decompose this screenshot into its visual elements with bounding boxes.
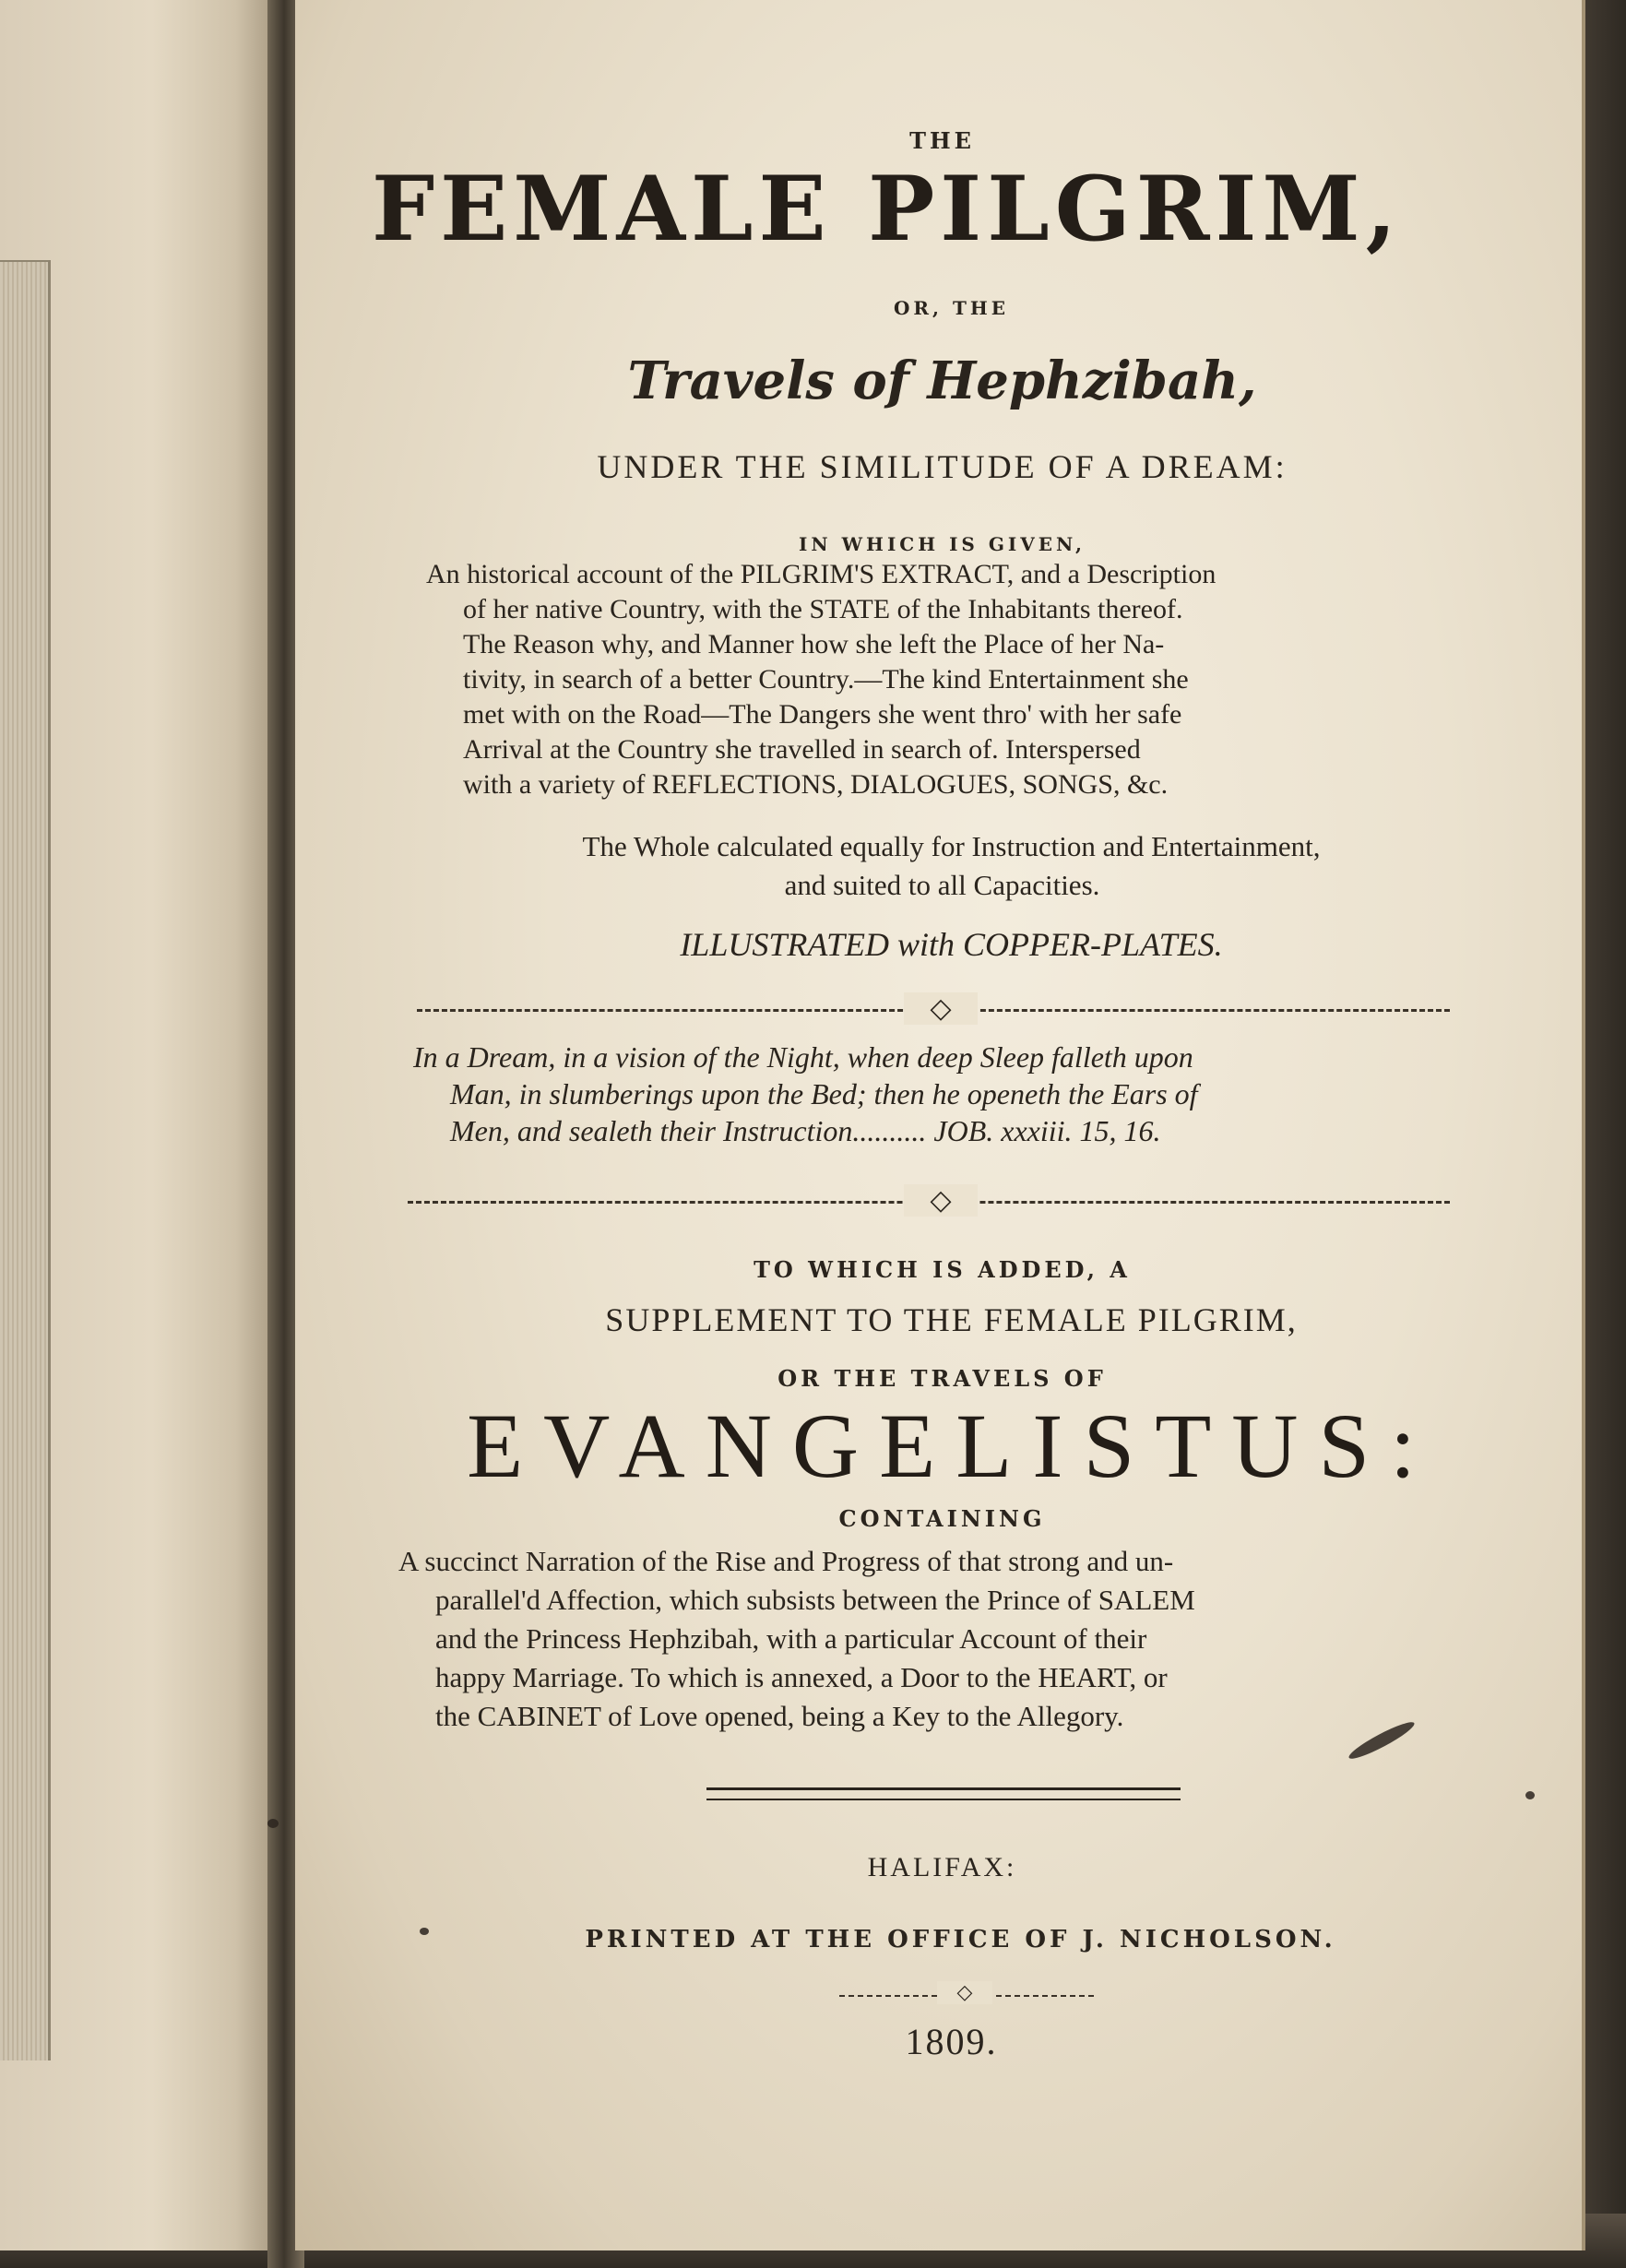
illustrated-line: ILLUSTRATED with COPPER-PLATES. [680,926,1223,963]
subtitle: Travels of Hephzibah, [627,350,1257,411]
quote-line-1: In a Dream, in a vision of the Night, when deep Sleep falleth upon [413,1040,1193,1074]
foxing-spot [1525,1791,1535,1799]
main-title: FEMALE PILGRIM, [371,157,1403,261]
ornament-center-bottom: ◇ [904,1184,978,1217]
whole-line-1: The Whole calculated equally for Instruction and Entertainment, [582,830,1321,862]
description-line-3: The Reason why, and Manner how she left the Place of her Na- [463,629,1165,659]
description-line-7: with a variety of REFLECTIONS, DIALOGUES, SONGS, &c. [463,769,1169,800]
foxing-spot [420,1928,429,1935]
description-line-5: met with on the Road—The Dangers she went thro' with her safe [463,699,1182,730]
narration-line-4: happy Marriage. To which is annexed, a Door to the HEART, or [435,1661,1168,1693]
narration-line-2: parallel'd Affection, which subsists between the Prince of SALEM [435,1584,1195,1616]
place-line: HALIFAX: [867,1852,1017,1882]
year-line: 1809. [905,2021,998,2062]
description-line-2: of her native Country, with the STATE of the Inhabitants thereof. [463,594,1183,624]
containing-line: CONTAINING [838,1505,1046,1532]
foxing-spot [267,1819,279,1828]
in-which-line: IN WHICH IS GIVEN, [798,533,1086,555]
quote-line-2: Man, in slumberings upon the Bed; then he openeth the Ears of [450,1077,1198,1110]
description-line-4: tivity, in search of a better Country.—The kind Entertainment she [463,664,1189,695]
similitude-line: UNDER THE SIMILITUDE OF A DREAM: [597,448,1288,485]
double-rule-top [706,1787,1181,1790]
narration-line-5: the CABINET of Love opened, being a Key to the Allegory. [435,1700,1124,1732]
or-travels-of-line: OR THE TRAVELS OF [777,1365,1107,1392]
narration-line-3: and the Princess Hephzibah, with a particular Account of their [435,1622,1147,1655]
description-line-6: Arrival at the Country she travelled in search of. Interspersed [463,734,1141,765]
title-or-the: OR, THE [894,297,1009,319]
supplement-line: SUPPLEMENT TO THE FEMALE PILGRIM, [605,1301,1298,1338]
left-page-plate-edge [0,260,51,2060]
narration-paragraph [398,1542,1457,1736]
narration-line-1: A succinct Narration of the Rise and Progress of that strong and un- [398,1545,1174,1577]
double-rule-bottom [706,1799,1181,1800]
evangelistus-title: EVANGELISTUS: [467,1395,1436,1497]
title-the: THE [909,127,975,154]
quote-paragraph [413,1039,1455,1149]
quote-line-3: Men, and sealeth their Instruction.......... JOB. xxxiii. 15, 16. [450,1114,1161,1147]
description-line-1: An historical account of the PILGRIM'S EXTRACT, and a Description [426,559,1217,589]
printer-line: PRINTED AT THE OFFICE OF J. NICHOLSON. [585,1926,1336,1953]
whole-line-2: and suited to all Capacities. [784,869,1100,901]
to-which-line: TO WHICH IS ADDED, A [754,1256,1131,1283]
ornament-center-top: ◇ [904,992,978,1025]
ornament-center-small: ◇ [937,1981,992,2004]
description-paragraph [426,557,1450,802]
